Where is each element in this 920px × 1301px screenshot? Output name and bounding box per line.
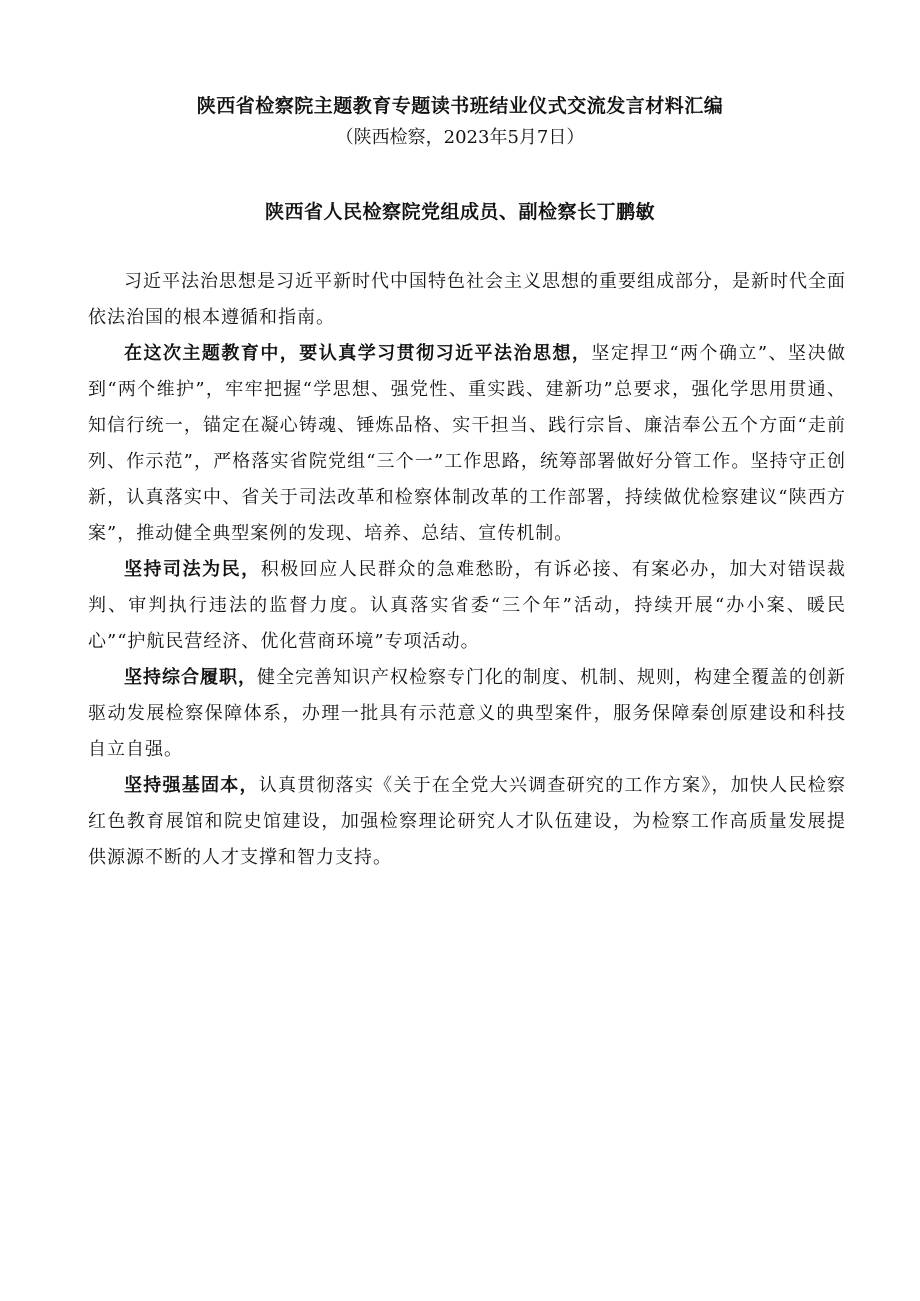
paragraph-text: 认真贯彻落实《关于在全党大兴调查研究的工作方案》，加快人民检察红色教育展馆和院史馆建设，加强检察理论研究人才队伍建设，为检察工作高质量发展提供源源不断的人才支撑和智力支持。	[88, 775, 846, 868]
document-source-date: （陕西检察，2023年5月7日）	[335, 127, 585, 148]
paragraph-lead: 坚持强基固本，	[124, 775, 259, 796]
paragraph	[88, 768, 846, 876]
paragraph-text: 积极回应人民群众的急难愁盼，有诉必接、有案必办，加大对错误裁判、审判执行违法的监督力度。认真落实省委“三个年”活动，持续开展“办小案、暖民心”“护航民营经济、优化营商环境”专项活动。	[88, 559, 847, 652]
paragraph	[88, 552, 846, 660]
document-body	[88, 264, 846, 876]
paragraph	[88, 336, 846, 552]
paragraph-text: 习近平法治思想是习近平新时代中国特色社会主义思想的重要组成部分，是新时代全面依法治国的根本遵循和指南。	[88, 271, 846, 328]
paragraph-lead: 在这次主题教育中，要认真学习贯彻习近平法治思想，	[124, 343, 592, 364]
paragraph-lead: 坚持司法为民，	[124, 559, 261, 580]
paragraph	[88, 660, 846, 768]
paragraph	[88, 264, 846, 336]
speaker-heading: 陕西省人民检察院党组成员、副检察长丁鹏敏	[264, 201, 655, 223]
paragraph-text: 健全完善知识产权检察专门化的制度、机制、规则，构建全覆盖的创新驱动发展检察保障体系，办理一批具有示范意义的典型案件，服务保障秦创原建设和科技自立自强。	[88, 667, 846, 760]
paragraph-text: 坚定捍卫“两个确立”、坚决做到“两个维护”，牢牢把握“学思想、强党性、重实践、建新功”总要求，强化学思用贯通、知信行统一，锚定在凝心铸魂、锤炼品格、实干担当、践行宗旨、廉洁奉公五个方面“走前列、作示范”，严格落实省院党组“三个一”工作思路，统筹部署做好分管工作。坚持守正创新，认真落实中、省关于司法改革和检察体制改革的工作部署，持续做优检察建议“陕西方案”，推动健全典型案例的发现、培养、总结、宣传机制。	[88, 343, 847, 544]
document-title: 陕西省检察院主题教育专题读书班结业仪式交流发言材料汇编	[196, 95, 724, 117]
paragraph-lead: 坚持综合履职，	[124, 667, 257, 688]
